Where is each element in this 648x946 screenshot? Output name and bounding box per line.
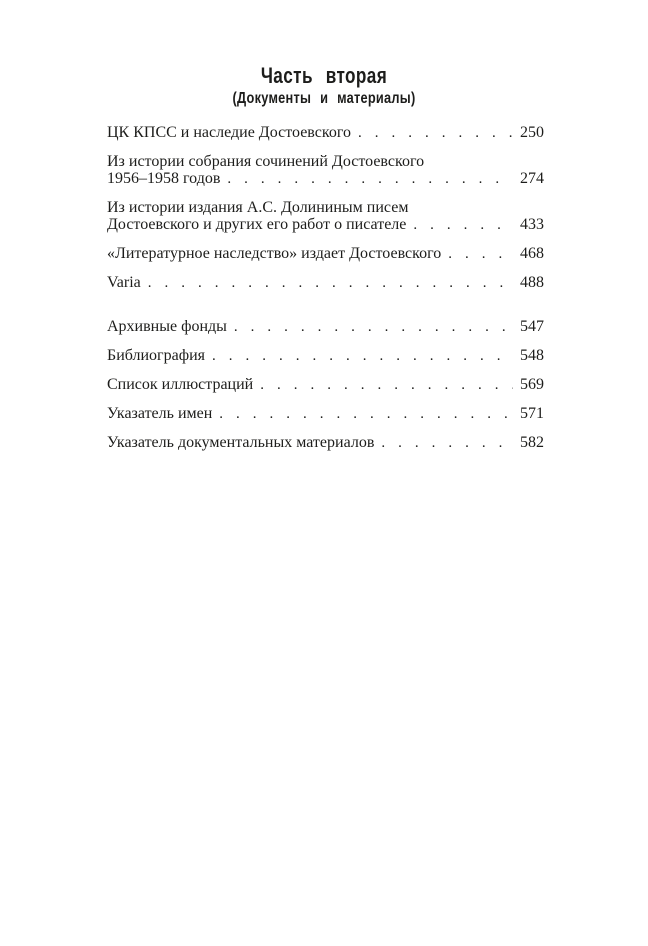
- page-number: 569: [520, 376, 544, 393]
- page-number: 571: [520, 405, 544, 422]
- dot-leader: [448, 246, 513, 263]
- toc-entry: [107, 376, 544, 394]
- toc-entry-row: [107, 124, 544, 142]
- dot-leader: [219, 406, 513, 423]
- toc-entry-text: Список иллюстраций: [107, 376, 254, 393]
- toc-entry-row: [107, 376, 544, 394]
- toc-section-back: [0, 318, 648, 452]
- toc-entry: [107, 274, 544, 292]
- section-heading: [0, 64, 648, 108]
- dot-leader: [260, 377, 513, 394]
- dot-leader: [358, 125, 513, 142]
- toc-entry-text: Varia: [107, 274, 141, 291]
- page-number: 582: [520, 434, 544, 451]
- page-number: 250: [520, 124, 544, 141]
- page-title: Часть вторая: [260, 63, 388, 88]
- dot-leader: [381, 435, 513, 452]
- dot-leader: [413, 217, 513, 234]
- dot-leader: [234, 319, 513, 336]
- toc-entry-row: [107, 405, 544, 423]
- toc-entry-text: Указатель документальных материалов: [107, 434, 375, 451]
- toc-entry: [107, 405, 544, 423]
- toc-entry: [107, 318, 544, 336]
- toc-entry-text: Библиография: [107, 347, 205, 364]
- dot-leader: [227, 171, 513, 188]
- toc-entry-row: [107, 245, 544, 263]
- toc-entry: [107, 124, 544, 142]
- toc-entry: [107, 347, 544, 365]
- dot-leader: [148, 275, 513, 292]
- toc-entry: [107, 245, 544, 263]
- page-number: 433: [520, 216, 544, 233]
- toc-entry-text: Из истории издания А.С. Долининым писем: [107, 199, 409, 216]
- toc-entry-text: ЦК КПСС и наследие Достоевского: [107, 124, 351, 141]
- page-number: 547: [520, 318, 544, 335]
- toc-entry-text: Из истории собрания сочинений Достоевского: [107, 153, 425, 170]
- toc-section-main: [0, 124, 648, 292]
- page-subtitle: (Документы и материалы): [232, 90, 416, 107]
- toc-entry: [107, 434, 544, 452]
- page-number: 488: [520, 274, 544, 291]
- toc-entry-row: [107, 318, 544, 336]
- toc-entry-text: 1956–1958 годов: [107, 170, 221, 187]
- toc-entry-row: [107, 347, 544, 365]
- toc-entry-text: Архивные фонды: [107, 318, 227, 335]
- toc-entry: [107, 153, 544, 188]
- toc-entry-row: [107, 274, 544, 292]
- toc-entry-text: «Литературное наследство» издает Достоевского: [107, 245, 442, 262]
- toc-entry-row: [107, 170, 544, 188]
- toc-entry-row: [107, 216, 544, 234]
- toc-entry-text: Достоевского и других его работ о писателе: [107, 216, 407, 233]
- page-number: 468: [520, 245, 544, 262]
- dot-leader: [212, 348, 513, 365]
- page-number: 274: [520, 170, 544, 187]
- toc-entry: [107, 199, 544, 234]
- toc-entry-row: [107, 434, 544, 452]
- page-number: 548: [520, 347, 544, 364]
- toc-entry-text: Указатель имен: [107, 405, 213, 422]
